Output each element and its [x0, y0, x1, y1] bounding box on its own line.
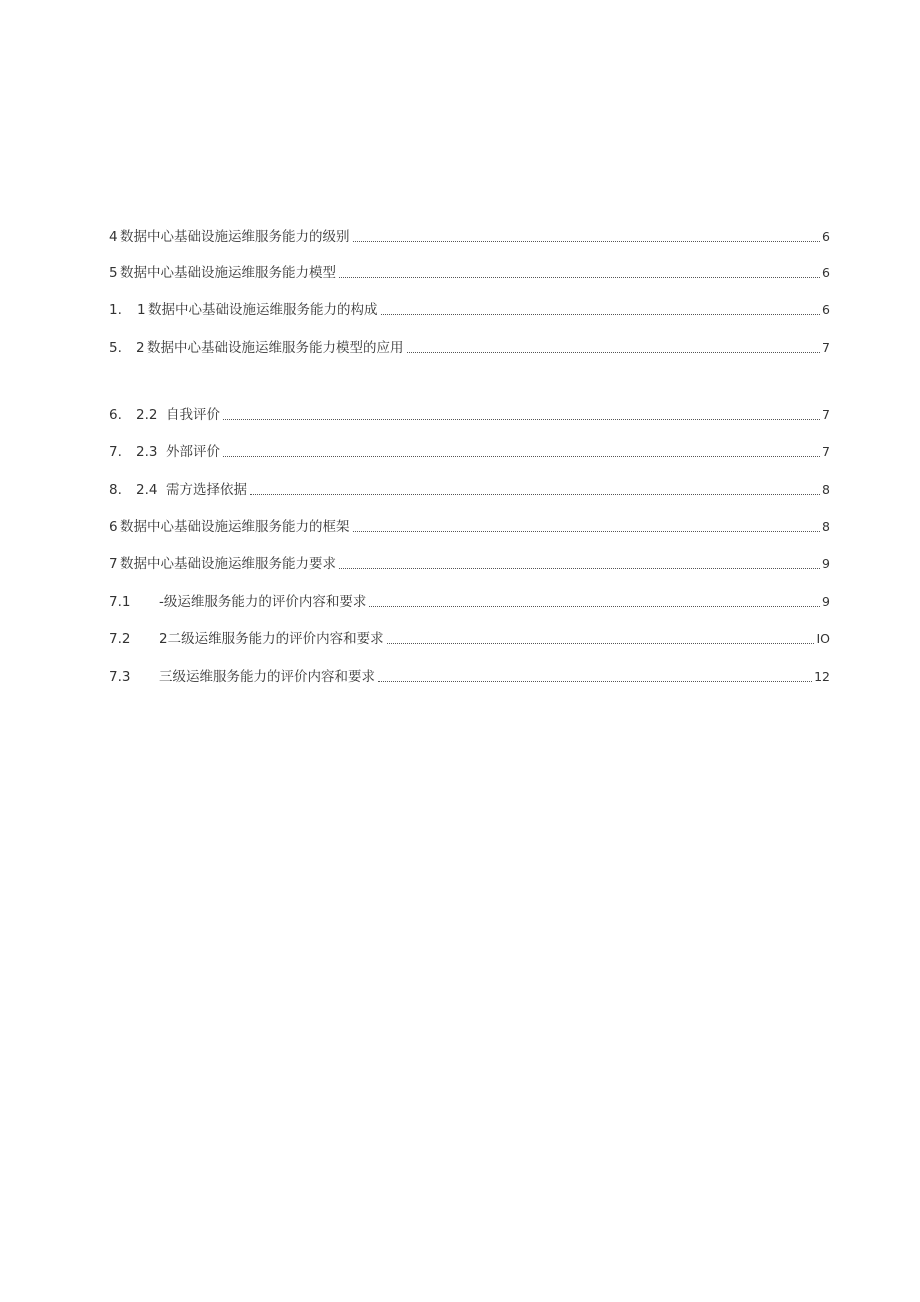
dot-leader	[339, 276, 820, 278]
toc-entry-title: 三级运维服务能力的评价内容和要求	[159, 669, 375, 685]
toc-entry-number: 6	[109, 519, 118, 535]
toc-entry-page: 12	[814, 669, 830, 684]
toc-entry-number: 5	[109, 265, 118, 281]
toc-entry	[109, 298, 830, 318]
toc-entry	[109, 478, 830, 498]
toc-entry-page: 7	[822, 407, 830, 422]
dot-leader	[378, 680, 812, 682]
toc-entry-title: 数据中心基础设施运维服务能力模型	[120, 265, 336, 281]
toc-entry-title: 2二级运维服务能力的评价内容和要求	[159, 631, 384, 647]
toc-entry-title: -级运维服务能力的评价内容和要求	[159, 594, 367, 610]
toc-entry-page: 9	[822, 594, 830, 609]
toc-entry	[109, 225, 830, 245]
toc-entry-subnumber: 1	[137, 302, 146, 318]
toc-entry-title: 数据中心基础设施运维服务能力的构成	[148, 302, 378, 318]
toc-entry	[109, 552, 830, 572]
toc-entry-number: 7.	[109, 444, 122, 460]
toc-entry-number: 7.2	[109, 631, 131, 647]
toc-entry-page: 6	[822, 229, 830, 244]
dot-leader	[353, 530, 821, 532]
toc-entry-title: 数据中心基础设施运维服务能力的级别	[120, 229, 350, 245]
toc-entry-number: 8.	[109, 482, 122, 498]
toc-entry-page: 6	[822, 265, 830, 280]
toc-entry-page: 9	[822, 556, 830, 571]
toc-entry	[109, 261, 830, 281]
toc-entry	[109, 627, 830, 647]
dot-leader	[223, 418, 820, 420]
toc-entry-page: 8	[822, 519, 830, 534]
dot-leader	[250, 493, 820, 495]
toc-entry-number: 7.1	[109, 594, 131, 610]
toc-entry	[109, 590, 830, 610]
toc-entry-number: 7	[109, 556, 118, 572]
dot-leader	[223, 455, 820, 457]
toc-entry	[109, 665, 830, 685]
toc-entry-page: 7	[822, 340, 830, 355]
toc-entry-subnumber: 2.3	[136, 444, 158, 460]
toc-entry-number: 5.	[109, 340, 122, 356]
toc-entry-title: 数据中心基础设施运维服务能力要求	[120, 556, 336, 572]
toc-entry-subnumber: 2.2	[136, 407, 158, 423]
toc-entry-page: 7	[822, 444, 830, 459]
dot-leader	[381, 313, 821, 315]
toc-entry-number: 6.	[109, 407, 122, 423]
toc-entry-title: 自我评价	[166, 407, 220, 423]
toc-entry-page: 6	[822, 302, 830, 317]
dot-leader	[407, 351, 821, 353]
dot-leader	[353, 240, 821, 242]
toc-entry-subnumber: 2.4	[136, 482, 158, 498]
toc-entry-number: 4	[109, 229, 118, 245]
toc-entry	[109, 336, 830, 356]
dot-leader	[369, 605, 820, 607]
toc-entry	[109, 403, 830, 423]
dot-leader	[339, 567, 820, 569]
toc-entry	[109, 515, 830, 535]
toc-entry	[109, 440, 830, 460]
toc-entry-title: 数据中心基础设施运维服务能力的框架	[120, 519, 350, 535]
toc-entry-title: 数据中心基础设施运维服务能力模型的应用	[147, 340, 404, 356]
dot-leader	[387, 642, 815, 644]
toc-entry-page: IO	[816, 631, 830, 646]
toc-entry-title: 需方选择依据	[166, 482, 247, 498]
toc-entry-number: 1.	[109, 302, 122, 318]
toc-entry-subnumber: 2	[136, 340, 145, 356]
toc-entry-page: 8	[822, 482, 830, 497]
toc-entry-title: 外部评价	[166, 444, 220, 460]
toc-entry-number: 7.3	[109, 669, 131, 685]
